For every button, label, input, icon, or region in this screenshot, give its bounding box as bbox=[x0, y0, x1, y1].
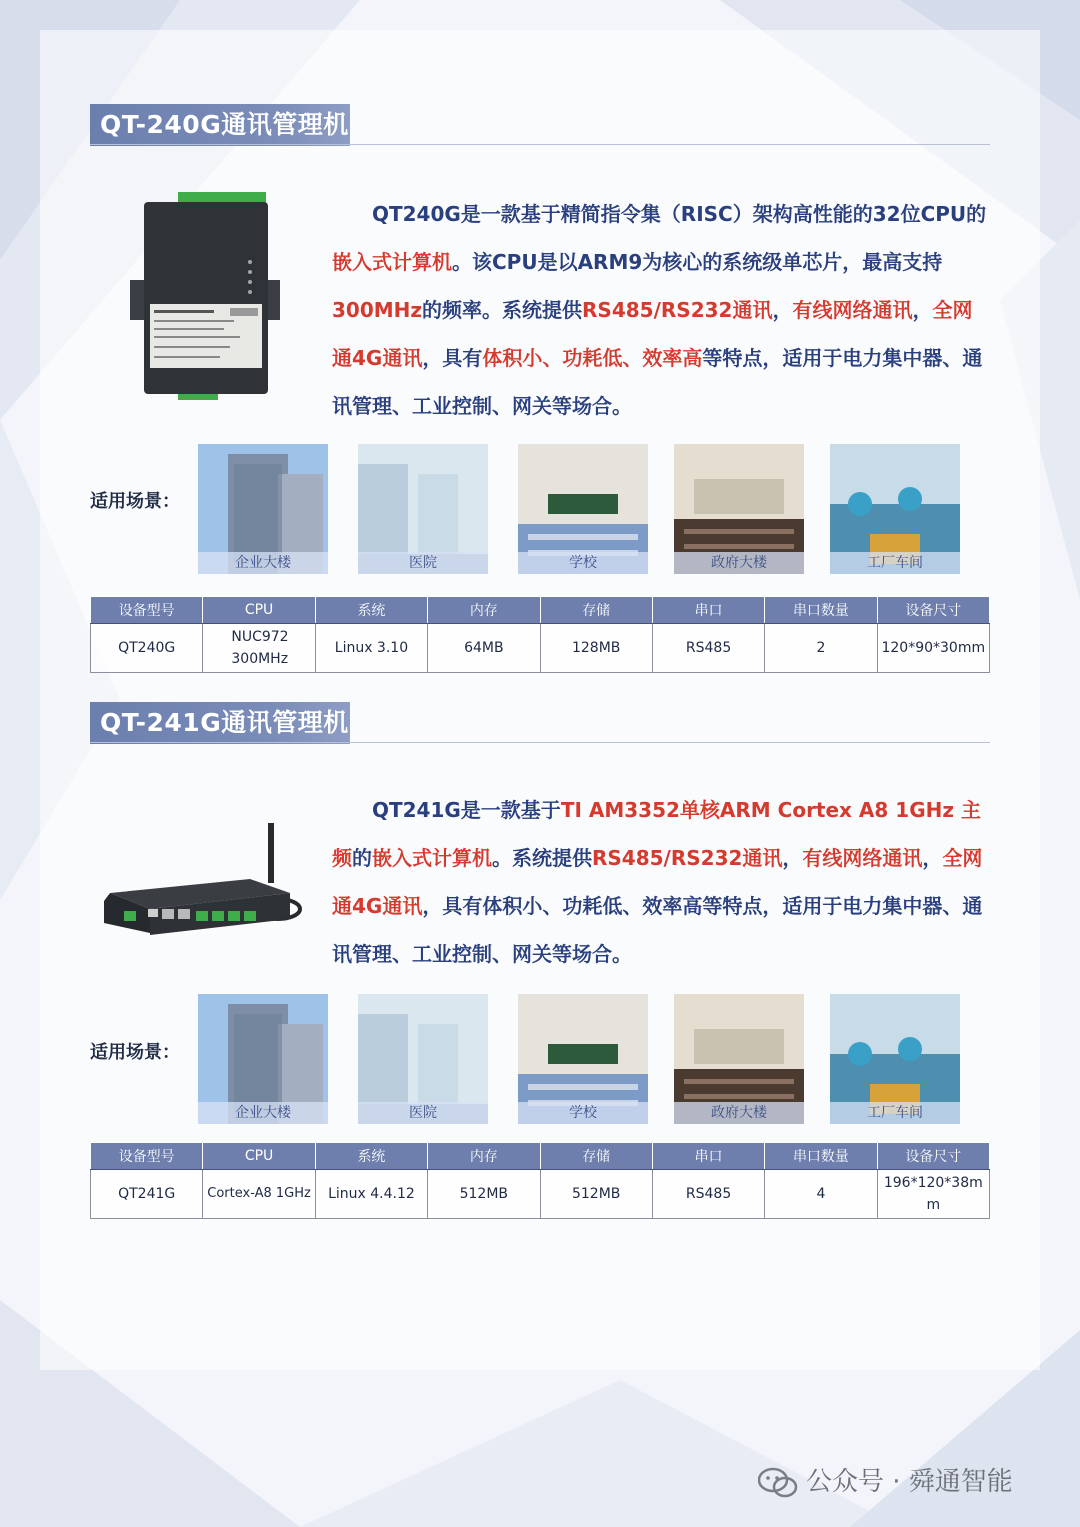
desc-seg: ， bbox=[782, 846, 803, 870]
table-header: 存储 bbox=[540, 1143, 652, 1170]
table-header: 存储 bbox=[540, 597, 652, 624]
table-row bbox=[91, 1170, 990, 1219]
title-divider bbox=[90, 144, 990, 145]
desc-highlight: 300MHz bbox=[332, 298, 423, 322]
table-row bbox=[91, 624, 990, 673]
desc-seg: 的 bbox=[966, 202, 987, 226]
table-cell: Linux 4.4.12 bbox=[315, 1170, 427, 1219]
table-cell: QT240G bbox=[91, 624, 203, 673]
desc-seg: ，具有体积小、功耗低、效率高等特点，适用于电力集中器、通讯管理、工业控制、网关等场合。 bbox=[332, 894, 983, 966]
scene-government-building bbox=[674, 994, 804, 1124]
spec-table bbox=[90, 1142, 990, 1219]
scene-factory-workshop bbox=[830, 444, 960, 574]
table-header: 内存 bbox=[428, 597, 540, 624]
table-header: CPU bbox=[203, 1143, 315, 1170]
table-header: 串口 bbox=[652, 1143, 764, 1170]
desc-highlight: RS485/RS232通讯 bbox=[592, 846, 783, 870]
qt240g-device-image bbox=[130, 190, 280, 410]
desc-seg: ，具有 bbox=[422, 346, 483, 370]
desc-highlight: 全网通4G通讯 bbox=[332, 298, 973, 370]
qt241g-device-image bbox=[100, 823, 310, 943]
desc-seg: 。系统提供 bbox=[492, 846, 592, 870]
footer-text: 公众号 · 舜通智能 bbox=[806, 1467, 1013, 1497]
desc-seg: 。该CPU是以ARM9为核心的系统级单芯片，最高支持 bbox=[452, 250, 943, 274]
scene-caption: 政府大楼 bbox=[674, 1102, 804, 1124]
scene-hospital bbox=[358, 444, 488, 574]
scene-gallery bbox=[198, 994, 968, 1124]
desc-seg: ， bbox=[922, 846, 943, 870]
scene-caption: 企业大楼 bbox=[198, 1102, 328, 1124]
table-cell: 512MB bbox=[540, 1170, 652, 1219]
desc-highlight: 嵌入式计算机 bbox=[332, 250, 452, 274]
desc-highlight: 嵌入式计算机 bbox=[372, 846, 492, 870]
table-header: 系统 bbox=[315, 1143, 427, 1170]
scene-government-building bbox=[674, 444, 804, 574]
table-cell: 512MB bbox=[428, 1170, 540, 1219]
scene-school bbox=[518, 994, 648, 1124]
table-cell: Linux 3.10 bbox=[315, 624, 427, 673]
scene-office-building bbox=[198, 994, 328, 1124]
table-header: 系统 bbox=[315, 597, 427, 624]
table-cell: 196*120*38mm bbox=[877, 1170, 989, 1219]
desc-seg: 的频率。系统提供 bbox=[422, 298, 583, 322]
table-header-row bbox=[91, 597, 990, 624]
table-header: 串口数量 bbox=[765, 597, 877, 624]
desc-highlight: 全网通4G通讯 bbox=[332, 846, 983, 918]
section-title: QT-241G通讯管理机 bbox=[90, 702, 350, 744]
scene-school bbox=[518, 444, 648, 574]
table-cell: RS485 bbox=[652, 624, 764, 673]
table-header: 设备尺寸 bbox=[877, 597, 989, 624]
desc-seg: QT241G是一款基于 bbox=[372, 798, 561, 822]
scene-caption: 工厂车间 bbox=[830, 1102, 960, 1124]
scene-office-building bbox=[198, 444, 328, 574]
desc-highlight: TI AM3352单核ARM Cortex A8 1GHz 主频 bbox=[332, 798, 981, 870]
table-cell: 64MB bbox=[428, 624, 540, 673]
scene-label: 适用场景： bbox=[90, 491, 180, 512]
table-cell: 2 bbox=[765, 624, 877, 673]
desc-seg: ， bbox=[912, 298, 933, 322]
spec-table bbox=[90, 596, 990, 673]
wechat-icon bbox=[758, 1467, 798, 1499]
table-header-row bbox=[91, 1143, 990, 1170]
table-cell: QT241G bbox=[91, 1170, 203, 1219]
table-cell: RS485 bbox=[652, 1170, 764, 1219]
table-cell: 4 bbox=[765, 1170, 877, 1219]
desc-highlight: RS485/RS232通讯 bbox=[582, 298, 773, 322]
scene-caption: 学校 bbox=[518, 1102, 648, 1124]
desc-highlight: 有线网络通讯 bbox=[792, 298, 913, 322]
scene-caption: 企业大楼 bbox=[198, 552, 328, 574]
table-header: 设备型号 bbox=[91, 597, 203, 624]
table-cell: NUC972 300MHz bbox=[203, 624, 315, 673]
table-cell: Cortex-A8 1GHz bbox=[203, 1170, 315, 1219]
scene-gallery bbox=[198, 444, 968, 574]
table-cell: 128MB bbox=[540, 624, 652, 673]
footer-watermark bbox=[758, 1462, 1013, 1502]
scene-factory-workshop bbox=[830, 994, 960, 1124]
table-header: 内存 bbox=[428, 1143, 540, 1170]
desc-seg: 的 bbox=[352, 846, 372, 870]
scene-hospital bbox=[358, 994, 488, 1124]
table-header: 串口数量 bbox=[765, 1143, 877, 1170]
desc-seg: QT240G是一款基于精简指令集（RISC）架构高性能的32位CPU bbox=[372, 202, 967, 226]
product-description bbox=[332, 786, 992, 978]
product-description bbox=[332, 190, 992, 430]
desc-highlight: 有线网络通讯 bbox=[802, 846, 923, 870]
desc-highlight: 体积小、功耗低、效率高 bbox=[482, 346, 703, 370]
title-divider bbox=[90, 742, 990, 743]
scene-label: 适用场景： bbox=[90, 1042, 180, 1063]
desc-seg: ， bbox=[772, 298, 793, 322]
table-header: 设备型号 bbox=[91, 1143, 203, 1170]
scene-caption: 医院 bbox=[358, 1102, 488, 1124]
scene-caption: 医院 bbox=[358, 552, 488, 574]
table-header: 串口 bbox=[652, 597, 764, 624]
desc-seg: 等特点，适用于电力集中器、通讯管理、工业控制、网关等场合。 bbox=[332, 346, 983, 418]
table-cell: 120*90*30mm bbox=[877, 624, 989, 673]
scene-caption: 学校 bbox=[518, 552, 648, 574]
scene-caption: 工厂车间 bbox=[830, 552, 960, 574]
table-header: CPU bbox=[203, 597, 315, 624]
table-header: 设备尺寸 bbox=[877, 1143, 989, 1170]
section-title: QT-240G通讯管理机 bbox=[90, 104, 350, 146]
scene-caption: 政府大楼 bbox=[674, 552, 804, 574]
